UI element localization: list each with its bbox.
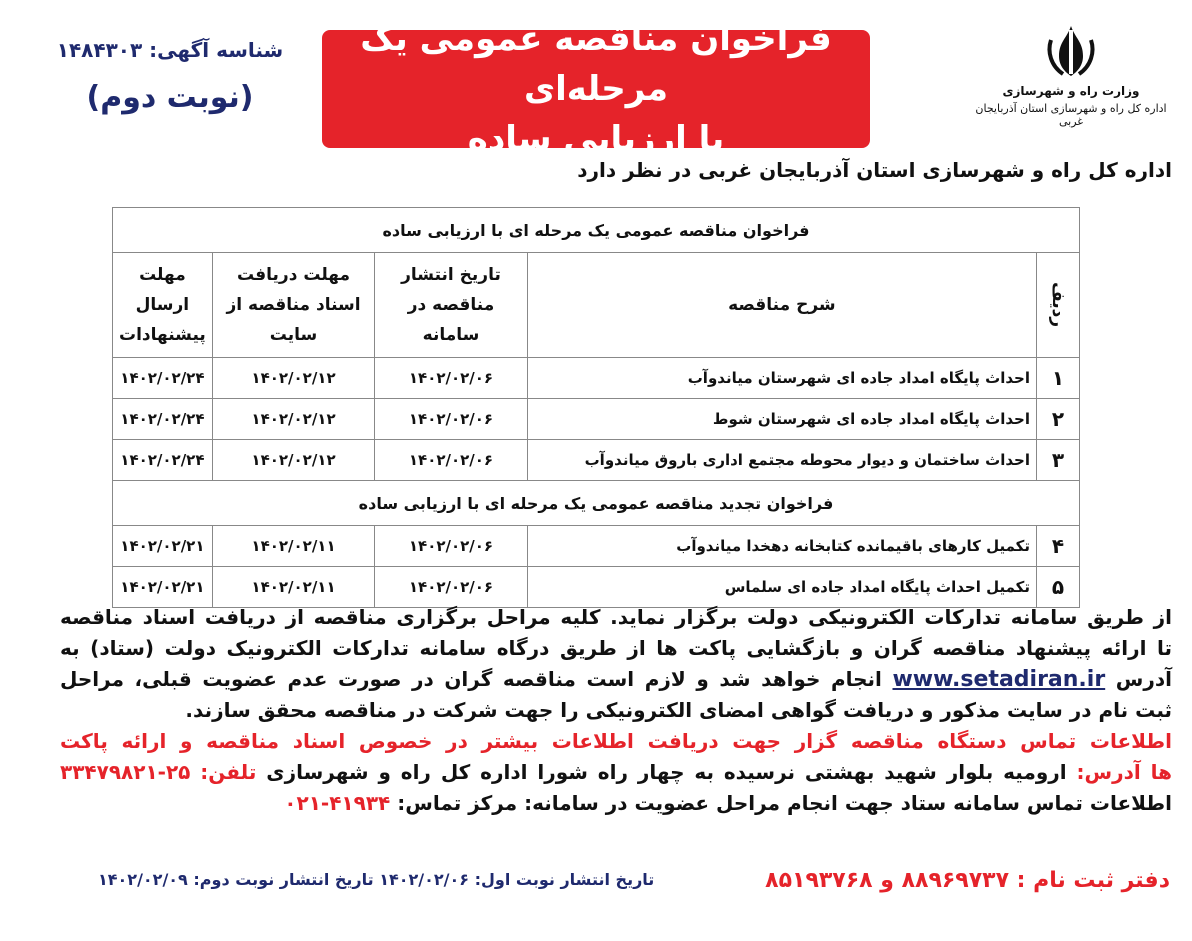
row-submit: ۱۴۰۲/۰۲/۲۱ (113, 567, 213, 608)
row-submit: ۱۴۰۲/۰۲/۲۴ (113, 399, 213, 440)
body-line-4: ثبت نام در سایت مذکور و دریافت گواهی امضای الکترونیکی را جهت شرکت در مناقصه محقق سازند. (185, 698, 1172, 722)
row-number: ۱ (1037, 358, 1080, 399)
table-row (113, 526, 1080, 567)
body-text (60, 602, 1172, 819)
setad-contact-number: ۴۱۹۳۴-۰۲۱ (284, 791, 391, 815)
registration-office: دفتر ثبت نام : ۸۸۹۶۹۷۳۷ و ۸۵۱۹۳۷۶۸ (765, 868, 1170, 893)
row-desc: احداث ساختمان و دیوار محوطه مجتمع اداری باروق میاندوآب (527, 440, 1036, 481)
intro-text: اداره کل راه و شهرسازی استان آذربایجان غربی در نظر دارد (577, 158, 1172, 182)
row-receive: ۱۴۰۲/۰۲/۱۲ (212, 399, 374, 440)
tender-table (112, 207, 1080, 608)
body-line-1: از طریق سامانه تدارکات الکترونیکی دولت برگزار نماید. کلیه مراحل برگزاری مناقصه از دریافت اسناد مناقصه (60, 605, 1172, 629)
row-desc: احداث پایگاه امداد جاده ای شهرستان میاندوآب (527, 358, 1036, 399)
row-receive: ۱۴۰۲/۰۲/۱۲ (212, 440, 374, 481)
row-desc: تکمیل کارهای باقیمانده کتابخانه دهخدا میاندوآب (527, 526, 1036, 567)
row-publish: ۱۴۰۲/۰۲/۰۶ (375, 440, 528, 481)
phone-number: ۲۵-۳۳۴۷۹۸۲۱ (60, 760, 191, 784)
body-line-3 (60, 664, 1172, 695)
setad-contact-line (60, 788, 1172, 819)
row-publish: ۱۴۰۲/۰۲/۰۶ (375, 399, 528, 440)
setad-contact-text: اطلاعات تماس سامانه ستاد جهت انجام مراحل عضویت در سامانه: مرکز تماس: (397, 791, 1172, 815)
table-row (113, 440, 1080, 481)
row-number: ۳ (1037, 440, 1080, 481)
notice-round: (نوبت دوم) (86, 80, 254, 115)
publication-dates: تاریخ انتشار نوبت اول: ۱۴۰۲/۰۲/۰۶ تاریخ انتشار نوبت دوم: ۱۴۰۲/۰۲/۰۹ (98, 870, 655, 889)
phone-label: تلفن: (200, 760, 257, 784)
row-submit: ۱۴۰۲/۰۲/۲۱ (113, 526, 213, 567)
row-number: ۴ (1037, 526, 1080, 567)
setad-link[interactable]: www.setadiran.ir (892, 667, 1106, 692)
header-row: ردیف (1037, 253, 1080, 358)
row-desc: تکمیل احداث پایگاه امداد جاده ای سلماس (527, 567, 1036, 608)
table-row (113, 358, 1080, 399)
header-submit: مهلت ارسال پیشنهادات (113, 253, 213, 358)
header-desc: شرح مناقصه (527, 253, 1036, 358)
title-line-1: فراخوان مناقصه عمومی یک مرحله‌ای (360, 19, 832, 109)
table-row (113, 399, 1080, 440)
header-receive: مهلت دریافت اسناد مناقصه از سایت (212, 253, 374, 358)
ministry-logo (966, 22, 1176, 132)
contact-heading: اطلاعات تماس دستگاه مناقصه گزار جهت دریافت اطلاعات بیشتر در خصوص اسناد مناقصه و ارائه پاکت (60, 729, 1172, 753)
body-line-2: تا ارائه پیشنهاد مناقصه گران و بازگشایی پاکت ها از طریق درگاه سامانه تدارکات الکترونیک دولت (ستاد) به (60, 636, 1172, 660)
row-submit: ۱۴۰۲/۰۲/۲۴ (113, 358, 213, 399)
emblem-icon (1043, 22, 1099, 80)
section-title-2: فراخوان تجدید مناقصه عمومی یک مرحله ای با ارزیابی ساده (113, 481, 1080, 526)
row-publish: ۱۴۰۲/۰۲/۰۶ (375, 358, 528, 399)
row-desc: احداث پایگاه امداد جاده ای شهرستان شوط (527, 399, 1036, 440)
ministry-name: وزارت راه و شهرسازی (1002, 84, 1140, 98)
title-line-2: با ارزیابی ساده (467, 119, 725, 159)
address-label: آدرس (1115, 667, 1172, 691)
row-number: ۵ (1037, 567, 1080, 608)
address-prefix: ها آدرس: (1076, 760, 1173, 784)
body-line-3-rest: انجام خواهد شد و لازم است مناقصه گران در صورت عدم عضویت قبلی، مراحل (60, 667, 882, 691)
section-title-1: فراخوان مناقصه عمومی یک مرحله ای با ارزیابی ساده (113, 208, 1080, 253)
row-receive: ۱۴۰۲/۰۲/۱۱ (212, 526, 374, 567)
row-publish: ۱۴۰۲/۰۲/۰۶ (375, 567, 528, 608)
row-receive: ۱۴۰۲/۰۲/۱۲ (212, 358, 374, 399)
row-receive: ۱۴۰۲/۰۲/۱۱ (212, 567, 374, 608)
title-banner (322, 19, 870, 159)
office-name: اداره کل راه و شهرسازی استان آذربایجان غربی (975, 102, 1167, 128)
row-submit: ۱۴۰۲/۰۲/۲۴ (113, 440, 213, 481)
row-publish: ۱۴۰۲/۰۲/۰۶ (375, 526, 528, 567)
address-text: ارومیه بلوار شهید بهشتی نرسیده به چهار راه شورا اداره کل راه و شهرسازی (266, 760, 1067, 784)
table-header (113, 253, 1080, 358)
row-number: ۲ (1037, 399, 1080, 440)
address-line (60, 757, 1172, 788)
header-publish: تاریخ انتشار مناقصه در سامانه (375, 253, 528, 358)
notice-id: شناسه آگهی: ۱۴۸۴۳۰۳ (56, 38, 284, 62)
